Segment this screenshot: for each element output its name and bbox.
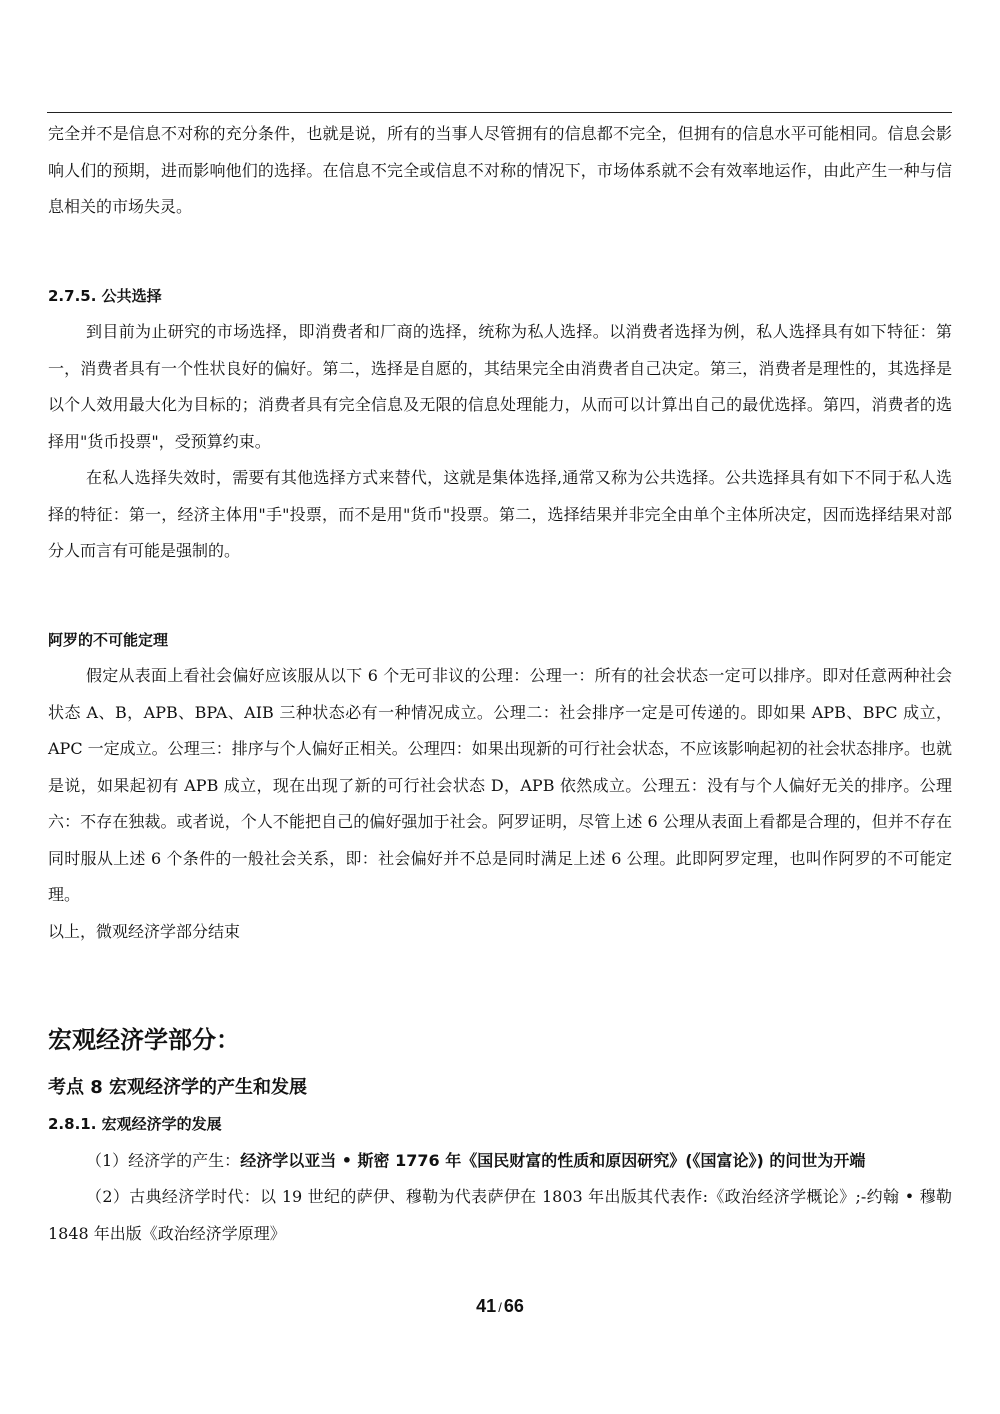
item-1-prefix: （1）经济学的产生： xyxy=(86,1150,241,1170)
public-choice-paragraph-1: 到目前为止研究的市场选择，即消费者和厂商的选择，统称为私人选择。以消费者选择为例，私人选择具有如下特征：第一，消费者具有一个性状良好的偏好。第二，选择是自愿的，其结果完全由消费者自己决定。第三，消费者是理性的，其选择是以个人效用最大化为目标的；消费者具有完全信息及无限的信息处理能力，从而可以计算出自己的最优选择。第四，消费者的选择用"货币投票"，受预算约束。 xyxy=(48,322,952,451)
current-page: 41 xyxy=(476,1296,497,1316)
item-1-paragraph xyxy=(48,1143,952,1180)
header-rule xyxy=(47,112,952,113)
spacer xyxy=(48,226,952,278)
page-number xyxy=(0,1296,1000,1317)
page-content xyxy=(48,116,952,1252)
info-continuation-paragraph: 完全并不是信息不对称的充分条件，也就是说，所有的当事人尽管拥有的信息都不完全，但拥有的信息水平可能相同。信息会影响人们的预期，进而影响他们的选择。在信息不完全或信息不对称的情况下，市场体系就不会有效率地运作，由此产生一种与信息相关的市场失灵。 xyxy=(48,124,952,216)
section-2-8-1-title: 2.8.1. 宏观经济学的发展 xyxy=(48,1115,222,1133)
kaodian-8-title: 考点 8 宏观经济学的产生和发展 xyxy=(48,1077,308,1098)
item-2-paragraph: （2）古典经济学时代：以 19 世纪的萨伊、穆勒为代表萨伊在 1803 年出版其代表作:《政治经济学概论》;-约翰 • 穆勒 1848 年出版《政治经济学原理》 xyxy=(48,1187,952,1243)
public-choice-paragraph-2: 在私人选择失效时，需要有其他选择方式来替代，这就是集体选择,通常又称为公共选择。公共选择具有如下不同于私人选择的特征：第一，经济主体用"手"投票，而不是用"货币"投票。第二，选择结果并非完全由单个主体所决定，因而选择结果对部分人而言有可能是强制的。 xyxy=(48,468,952,560)
spacer xyxy=(48,1060,952,1070)
total-pages: 66 xyxy=(503,1296,524,1316)
micro-end-note: 以上，微观经济学部分结束 xyxy=(48,921,241,941)
spacer xyxy=(48,950,952,1020)
page-separator: / xyxy=(498,1300,502,1315)
arrow-theorem-title: 阿罗的不可能定理 xyxy=(48,630,169,649)
arrow-theorem-paragraph: 假定从表面上看社会偏好应该服从以下 6 个无可非议的公理：公理一：所有的社会状态一定可以排序。即对任意两种社会状态 A、B，APB、BPA、AIB 三种状态必有一种情况成立。公理二：社会排序一定是可传递的。即如果 APB、BPC 成立，APC 一定成立。公理三：排序与个人偏好正相关。公理四：如果出现新的可行社会状态，不应该影响起初的社会状态排序。也就是说，如果起初有 APB 成立，现在出现了新的可行社会状态 D，APB 依然成立。公理五：没有与个人偏好无关的排序。公理六：不存在独裁。或者说，个人不能把自己的偏好强加于社会。阿罗证明，尽管上述 6 公理从表面上看都是合理的，但并不存在同时服从上述 6 个条件的一般社会关系，即：社会偏好并不总是同时满足上述 6 公理。此即阿罗定理，也叫作阿罗的不可能定理。 xyxy=(48,666,952,904)
spacer xyxy=(48,570,952,622)
section-2-7-5-title: 2.7.5. 公共选择 xyxy=(48,286,162,305)
macro-part-title: 宏观经济学部分： xyxy=(48,1026,240,1054)
item-1-emphasis: 经济学以亚当 • 斯密 1776 年《国民财富的性质和原因研究》(《国富论》) 的问世为开端 xyxy=(240,1150,866,1170)
